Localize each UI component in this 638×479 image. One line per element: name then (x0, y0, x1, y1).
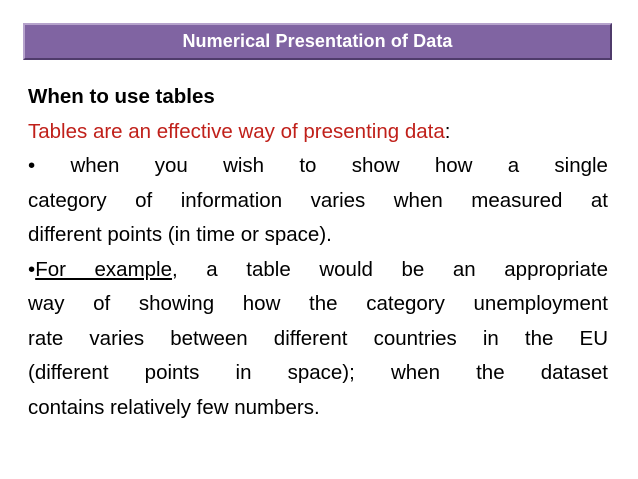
bullet-marker: • (28, 154, 36, 177)
slide-title-bar (23, 23, 612, 60)
bullet-1-line-2: category of information varies when measured at (28, 188, 608, 212)
bullet-1-word: show (351, 154, 400, 177)
bullet-2-line-2: way of showing how the category unemployment (28, 292, 608, 315)
bullet-2-line-1 (28, 253, 608, 288)
bullet-1-word: a (507, 154, 520, 177)
slide-content (28, 80, 608, 425)
bullet-2-line-5: contains relatively few numbers. (28, 395, 320, 419)
bullet-1-word: wish (223, 154, 265, 177)
bullet-1-line-1 (28, 149, 608, 184)
example-link: For example (35, 257, 173, 281)
bullet-2-line-1-rest: , a table would be an appropriate (172, 257, 608, 281)
bullet-1-word: to (299, 154, 317, 177)
intro-line (28, 115, 608, 150)
intro-colon: : (444, 119, 451, 143)
bullet-1-word: when (70, 154, 120, 177)
section-heading: When to use tables (28, 85, 215, 108)
bullet-2-line-4: (different points in space); when the dataset (28, 361, 608, 384)
intro-highlight: Tables are an effective way of presenting data (28, 119, 445, 143)
bullet-2-line-3: rate varies between different countries in the EU (28, 326, 608, 350)
bullet-1-word: you (154, 154, 188, 177)
bullet-marker: • (28, 257, 36, 281)
bullet-1-word: how (434, 154, 473, 177)
bullet-1-line-3: different points (in time or space). (28, 223, 332, 246)
bullet-1-word: single (554, 154, 608, 177)
slide-title: Numerical Presentation of Data (182, 31, 453, 51)
